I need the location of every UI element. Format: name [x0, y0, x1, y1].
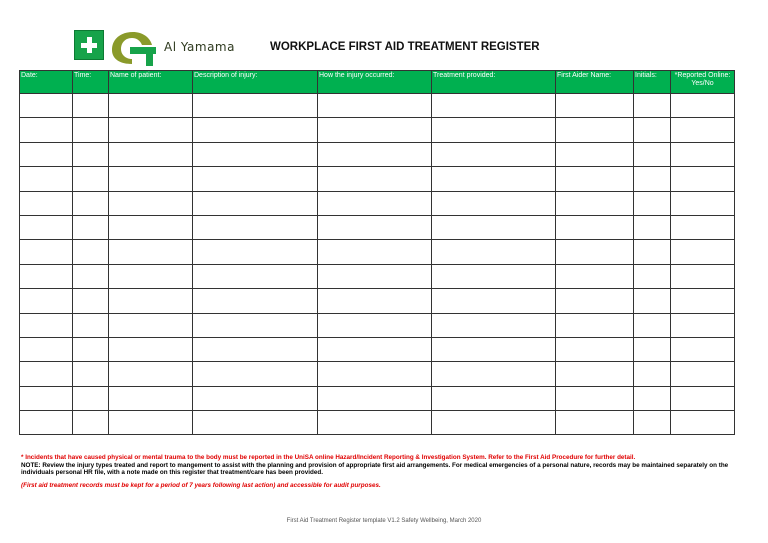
- table-cell[interactable]: [73, 411, 109, 435]
- table-cell[interactable]: [73, 142, 109, 166]
- table-cell[interactable]: [318, 94, 432, 118]
- footer: First Aid Treatment Register template V1.2 Safety Wellbeing, March 2020: [286, 518, 482, 524]
- notes-section: [21, 454, 733, 489]
- column-header-initials: Initials:: [634, 71, 671, 94]
- table-cell[interactable]: [20, 386, 73, 410]
- column-header-treatment: Treatment provided:: [432, 71, 556, 94]
- table-cell[interactable]: [318, 240, 432, 264]
- table-cell[interactable]: [556, 94, 634, 118]
- table-cell[interactable]: [318, 313, 432, 337]
- table-cell[interactable]: [556, 191, 634, 215]
- table-cell[interactable]: [634, 362, 671, 386]
- table-cell[interactable]: [20, 191, 73, 215]
- table-cell[interactable]: [556, 289, 634, 313]
- table-row: [20, 94, 735, 118]
- table-cell[interactable]: [109, 264, 193, 288]
- table-cell[interactable]: [432, 362, 556, 386]
- table-cell[interactable]: [73, 191, 109, 215]
- table-cell[interactable]: [432, 191, 556, 215]
- table-cell[interactable]: [671, 362, 735, 386]
- table-cell[interactable]: [671, 386, 735, 410]
- table-cell[interactable]: [73, 337, 109, 361]
- table-cell[interactable]: [634, 313, 671, 337]
- table-cell[interactable]: [671, 264, 735, 288]
- table-cell[interactable]: [318, 337, 432, 361]
- table-cell[interactable]: [634, 264, 671, 288]
- table-cell[interactable]: [318, 215, 432, 239]
- column-header-time: Time:: [73, 71, 109, 94]
- table-cell[interactable]: [634, 142, 671, 166]
- al-yamama-logo-icon: [108, 28, 158, 68]
- table-cell[interactable]: [318, 118, 432, 142]
- table-cell[interactable]: [634, 94, 671, 118]
- table-cell[interactable]: [193, 362, 318, 386]
- table-cell[interactable]: [20, 289, 73, 313]
- table-cell[interactable]: [193, 313, 318, 337]
- table-header-row: [20, 71, 735, 94]
- table-cell[interactable]: [193, 215, 318, 239]
- first-aid-cross-icon: [74, 30, 104, 60]
- table-cell[interactable]: [432, 215, 556, 239]
- table-cell[interactable]: [634, 167, 671, 191]
- table-cell[interactable]: [109, 313, 193, 337]
- incident-reporting-note: * Incidents that have caused physical or mental trauma to the body must be reported in the UniSA online Hazard/Incident Reporting & Investigation System. Refer to the First Aid Procedure for further detail.: [21, 454, 636, 461]
- table-row: [20, 240, 735, 264]
- table-cell[interactable]: [671, 240, 735, 264]
- table-cell[interactable]: [193, 337, 318, 361]
- table-row: [20, 118, 735, 142]
- table-row: [20, 313, 735, 337]
- table-cell[interactable]: [73, 215, 109, 239]
- table-row: [20, 337, 735, 361]
- table-row: [20, 264, 735, 288]
- table-cell[interactable]: [193, 142, 318, 166]
- table-cell[interactable]: [318, 142, 432, 166]
- table-cell[interactable]: [432, 264, 556, 288]
- table-cell[interactable]: [671, 313, 735, 337]
- table-cell[interactable]: [193, 94, 318, 118]
- table-cell[interactable]: [20, 94, 73, 118]
- table-cell[interactable]: [73, 240, 109, 264]
- treatment-register-table: [19, 70, 735, 435]
- table-cell[interactable]: [432, 142, 556, 166]
- table-cell[interactable]: [671, 289, 735, 313]
- table-cell[interactable]: [318, 386, 432, 410]
- table-cell[interactable]: [318, 362, 432, 386]
- column-header-first-aider: First Aider Name:: [556, 71, 634, 94]
- table-cell[interactable]: [20, 337, 73, 361]
- table-cell[interactable]: [73, 289, 109, 313]
- table-row: [20, 362, 735, 386]
- table-cell[interactable]: [109, 289, 193, 313]
- table-cell[interactable]: [318, 264, 432, 288]
- table-cell[interactable]: [556, 337, 634, 361]
- column-header-date: Date:: [20, 71, 73, 94]
- table-cell[interactable]: [193, 240, 318, 264]
- brand-name: Al Yamama: [164, 40, 235, 54]
- table-cell[interactable]: [318, 167, 432, 191]
- table-cell[interactable]: [432, 313, 556, 337]
- table-cell[interactable]: [109, 94, 193, 118]
- table-cell[interactable]: [432, 386, 556, 410]
- table-cell[interactable]: [20, 313, 73, 337]
- table-cell[interactable]: [73, 118, 109, 142]
- table-row: [20, 411, 735, 435]
- table-cell[interactable]: [20, 167, 73, 191]
- table-cell[interactable]: [318, 191, 432, 215]
- table-cell[interactable]: [193, 118, 318, 142]
- table-cell[interactable]: [556, 264, 634, 288]
- table-cell[interactable]: [193, 386, 318, 410]
- table-cell[interactable]: [109, 142, 193, 166]
- table-cell[interactable]: [20, 362, 73, 386]
- table-cell[interactable]: [109, 386, 193, 410]
- table-cell[interactable]: [109, 362, 193, 386]
- retention-note: (First aid treatment records must be kept for a period of 7 years following last action) and accessible for audit purposes.: [21, 481, 381, 489]
- table-cell[interactable]: [556, 240, 634, 264]
- table-cell[interactable]: [109, 240, 193, 264]
- table-row: [20, 142, 735, 166]
- table-cell[interactable]: [671, 118, 735, 142]
- table-cell[interactable]: [73, 313, 109, 337]
- table-cell[interactable]: [556, 362, 634, 386]
- table-cell[interactable]: [671, 337, 735, 361]
- table-cell[interactable]: [556, 215, 634, 239]
- table-cell[interactable]: [20, 142, 73, 166]
- column-header-injury-description: Description of injury:: [193, 71, 318, 94]
- table-body: [20, 94, 735, 435]
- column-header-injury-cause: How the injury occurred:: [318, 71, 432, 94]
- table-cell[interactable]: [556, 167, 634, 191]
- table-cell[interactable]: [318, 289, 432, 313]
- table-row: [20, 289, 735, 313]
- table-row: [20, 191, 735, 215]
- table-cell[interactable]: [432, 289, 556, 313]
- table-cell[interactable]: [73, 386, 109, 410]
- table-cell[interactable]: [109, 215, 193, 239]
- table-cell[interactable]: [634, 118, 671, 142]
- table-cell[interactable]: [20, 215, 73, 239]
- table-cell[interactable]: [556, 313, 634, 337]
- table-cell[interactable]: [432, 94, 556, 118]
- table-cell[interactable]: [193, 264, 318, 288]
- table-cell[interactable]: [20, 240, 73, 264]
- table-cell[interactable]: [73, 167, 109, 191]
- table-cell[interactable]: [671, 191, 735, 215]
- table-cell[interactable]: [109, 411, 193, 435]
- table-cell[interactable]: [556, 118, 634, 142]
- table-cell[interactable]: [671, 411, 735, 435]
- table-row: [20, 215, 735, 239]
- table-cell[interactable]: [318, 411, 432, 435]
- review-note: NOTE: Review the injury types treated and report to mangement to assist with the planning and provision of appropriate first aid arrangements. For medical emergencies of a personal nature, records may be maintained separately on the individuals personal HR file, with a note made on this register that treatment/care has been provided.: [21, 461, 729, 477]
- table-cell[interactable]: [109, 337, 193, 361]
- table-cell[interactable]: [671, 215, 735, 239]
- table-cell[interactable]: [556, 142, 634, 166]
- table-cell[interactable]: [109, 167, 193, 191]
- table-cell[interactable]: [634, 337, 671, 361]
- table-cell[interactable]: [432, 240, 556, 264]
- column-header-patient-name: Name of patient:: [109, 71, 193, 94]
- table-cell[interactable]: [193, 191, 318, 215]
- table-row: [20, 167, 735, 191]
- table-cell[interactable]: [671, 167, 735, 191]
- table-cell[interactable]: [432, 167, 556, 191]
- table-cell[interactable]: [671, 94, 735, 118]
- table-cell[interactable]: [634, 240, 671, 264]
- page-title: WORKPLACE FIRST AID TREATMENT REGISTER: [270, 41, 540, 53]
- table-cell[interactable]: [634, 215, 671, 239]
- table-cell[interactable]: [73, 362, 109, 386]
- table-cell[interactable]: [193, 289, 318, 313]
- table-cell[interactable]: [73, 94, 109, 118]
- table-cell[interactable]: [432, 337, 556, 361]
- table-cell[interactable]: [634, 411, 671, 435]
- table-cell[interactable]: [432, 411, 556, 435]
- table-cell[interactable]: [634, 191, 671, 215]
- table-cell[interactable]: [432, 118, 556, 142]
- table-cell[interactable]: [671, 142, 735, 166]
- table-cell[interactable]: [634, 289, 671, 313]
- table-cell[interactable]: [73, 264, 109, 288]
- table-cell[interactable]: [20, 264, 73, 288]
- column-header-reported-online: *Reported Online: Yes/No: [671, 71, 735, 94]
- table-cell[interactable]: [193, 411, 318, 435]
- table-cell[interactable]: [20, 118, 73, 142]
- table-cell[interactable]: [109, 118, 193, 142]
- table-cell[interactable]: [193, 167, 318, 191]
- table-cell[interactable]: [109, 191, 193, 215]
- table-cell[interactable]: [556, 411, 634, 435]
- table-cell[interactable]: [556, 386, 634, 410]
- table-cell[interactable]: [20, 411, 73, 435]
- table-cell[interactable]: [634, 386, 671, 410]
- table-row: [20, 386, 735, 410]
